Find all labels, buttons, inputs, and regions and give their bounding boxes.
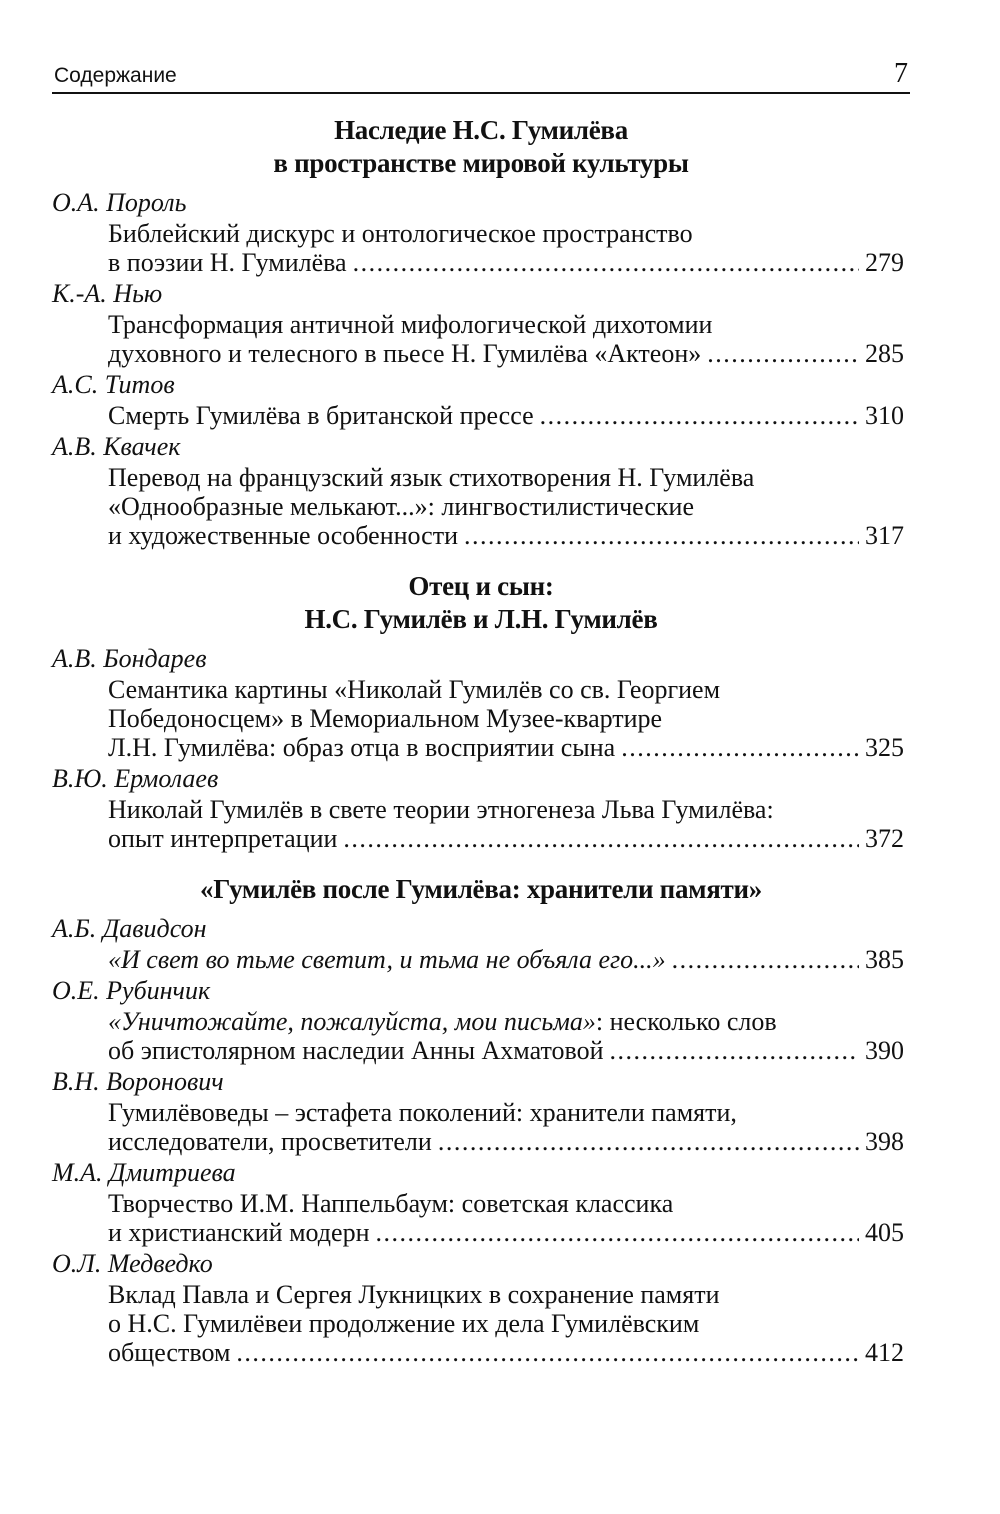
entry-page-number: 317 xyxy=(865,521,904,550)
entry-author: О.Е. Рубинчик xyxy=(52,976,211,1005)
entry-title-line: Трансформация античной мифологической дихотомии xyxy=(108,310,713,339)
entry-title xyxy=(108,1280,904,1367)
toc-entry[interactable] xyxy=(52,974,910,1065)
entry-author: О.А. Пороль xyxy=(52,188,187,217)
entry-title-text: духовного и телесного в пьесе Н. Гумилёва «Актеон» xyxy=(108,339,702,368)
entry-title-italic: «И свет во тьме светит, и тьма не объяла его...» xyxy=(108,945,666,974)
header-title: Содержание xyxy=(54,64,177,87)
entry-title-text: : несколько слов xyxy=(595,1007,777,1036)
entry-title-line: о Н.С. Гумилёвеи продолжение их дела Гумилёвским xyxy=(108,1309,700,1338)
entry-title-last-line xyxy=(108,248,904,277)
dot-leader xyxy=(610,1036,860,1065)
entry-page-number: 310 xyxy=(865,401,904,430)
entry-title xyxy=(108,1007,904,1065)
entry-title-line: Вклад Павла и Сергея Лукницких в сохранение памяти xyxy=(108,1280,720,1309)
entry-page-number: 398 xyxy=(865,1127,904,1156)
entry-author: К.-А. Нью xyxy=(52,279,163,308)
entry-title xyxy=(108,945,904,974)
entry-title xyxy=(108,401,904,430)
entry-page-number: 279 xyxy=(865,248,904,277)
entry-title-last-line xyxy=(108,824,904,853)
entry-title-last-line xyxy=(108,1218,904,1247)
entry-page-number: 385 xyxy=(865,945,904,974)
dot-leader xyxy=(438,1127,859,1156)
section-title xyxy=(52,114,910,180)
toc-entry[interactable] xyxy=(52,642,910,762)
section-title-line: Наследие Н.С. Гумилёва xyxy=(334,115,628,145)
toc-entry[interactable] xyxy=(52,1156,910,1247)
toc-entry[interactable] xyxy=(52,277,910,368)
entry-title-line: Перевод на французский язык стихотворения Н. Гумилёва xyxy=(108,463,755,492)
entry-title-line xyxy=(108,1007,904,1036)
dot-leader xyxy=(343,824,859,853)
toc-entry[interactable] xyxy=(52,368,910,430)
toc-entry[interactable] xyxy=(52,430,910,550)
entry-author: А.С. Титов xyxy=(52,370,175,399)
entry-author: В.Н. Воронович xyxy=(52,1067,224,1096)
dot-leader xyxy=(707,339,859,368)
entry-title-text: в поэзии Н. Гумилёва xyxy=(108,248,347,277)
entry-title-text xyxy=(108,945,666,974)
entry-title-line: «Однообразные мелькают...»: лингвостилистические xyxy=(108,492,694,521)
entry-title xyxy=(108,1189,904,1247)
section-title xyxy=(52,873,910,906)
dot-leader xyxy=(540,401,859,430)
entry-title-text: опыт интерпретации xyxy=(108,824,338,853)
entry-title-line: Николай Гумилёв в свете теории этногенеза Льва Гумилёва: xyxy=(108,795,774,824)
entry-title-line: Семантика картины «Николай Гумилёв со св. Георгием xyxy=(108,675,721,704)
entry-title-text: и христианский модерн xyxy=(108,1218,370,1247)
entry-title-text: Смерть Гумилёва в британской прессе xyxy=(108,401,534,430)
entry-author: В.Ю. Ермолаев xyxy=(52,764,219,793)
entry-author: М.А. Дмитриева xyxy=(52,1158,236,1187)
section-title xyxy=(52,570,910,636)
entry-page-number: 285 xyxy=(865,339,904,368)
header-page-number: 7 xyxy=(894,58,908,89)
entry-title xyxy=(108,795,904,853)
entry-title xyxy=(108,463,904,550)
entry-title-last-line xyxy=(108,521,904,550)
dot-leader xyxy=(376,1218,860,1247)
dot-leader xyxy=(464,521,859,550)
dot-leader xyxy=(672,945,859,974)
entry-title-last-line xyxy=(108,945,904,974)
entry-title-last-line xyxy=(108,401,904,430)
dot-leader xyxy=(621,733,859,762)
entry-title-text: обществом xyxy=(108,1338,231,1367)
toc-entry[interactable] xyxy=(52,186,910,277)
entry-title-text: и художественные особенности xyxy=(108,521,458,550)
entry-author: А.В. Квачек xyxy=(52,432,181,461)
entry-title-last-line xyxy=(108,733,904,762)
entry-page-number: 325 xyxy=(865,733,904,762)
section-title-line: в пространстве мировой культуры xyxy=(273,148,689,178)
dot-leader xyxy=(353,248,859,277)
entry-title-text: исследователи, просветители xyxy=(108,1127,432,1156)
entry-page-number: 412 xyxy=(865,1338,904,1367)
entry-title-last-line xyxy=(108,1127,904,1156)
entry-title-line: Творчество И.М. Наппельбаум: советская классика xyxy=(108,1189,674,1218)
toc-entry[interactable] xyxy=(52,912,910,974)
entry-author: О.Л. Медведко xyxy=(52,1249,213,1278)
entry-title xyxy=(108,310,904,368)
table-of-contents xyxy=(52,114,910,1367)
toc-entry[interactable] xyxy=(52,1247,910,1367)
entry-title xyxy=(108,675,904,762)
entry-page-number: 372 xyxy=(865,824,904,853)
entry-title xyxy=(108,1098,904,1156)
entry-page-number: 390 xyxy=(865,1036,904,1065)
toc-entry[interactable] xyxy=(52,762,910,853)
toc-entry[interactable] xyxy=(52,1065,910,1156)
entry-author: А.В. Бондарев xyxy=(52,644,207,673)
entry-title xyxy=(108,219,904,277)
section-title-line: Н.С. Гумилёв и Л.Н. Гумилёв xyxy=(304,604,658,634)
entry-title-text: Л.Н. Гумилёва: образ отца в восприятии сына xyxy=(108,733,616,762)
entry-page-number: 405 xyxy=(865,1218,904,1247)
entry-title-italic: «Уничтожайте, пожалуйста, мои письма» xyxy=(108,1007,596,1036)
entry-title-text: об эпистолярном наследии Анны Ахматовой xyxy=(108,1036,604,1065)
entry-title-last-line xyxy=(108,1338,904,1367)
entry-author: А.Б. Давидсон xyxy=(52,914,207,943)
entry-title-last-line xyxy=(108,339,904,368)
dot-leader xyxy=(236,1338,859,1367)
running-header xyxy=(52,58,910,94)
entry-title-line: Библейский дискурс и онтологическое пространство xyxy=(108,219,693,248)
section-title-line: Отец и сын: xyxy=(408,571,554,601)
entry-title-last-line xyxy=(108,1036,904,1065)
entry-title-line: Победоносцем» в Мемориальном Музее-квартире xyxy=(108,704,663,733)
entry-title-line: Гумилёвоведы – эстафета поколений: хранители памяти, xyxy=(108,1098,737,1127)
section-title-line: «Гумилёв после Гумилёва: хранители памяти» xyxy=(200,874,762,904)
